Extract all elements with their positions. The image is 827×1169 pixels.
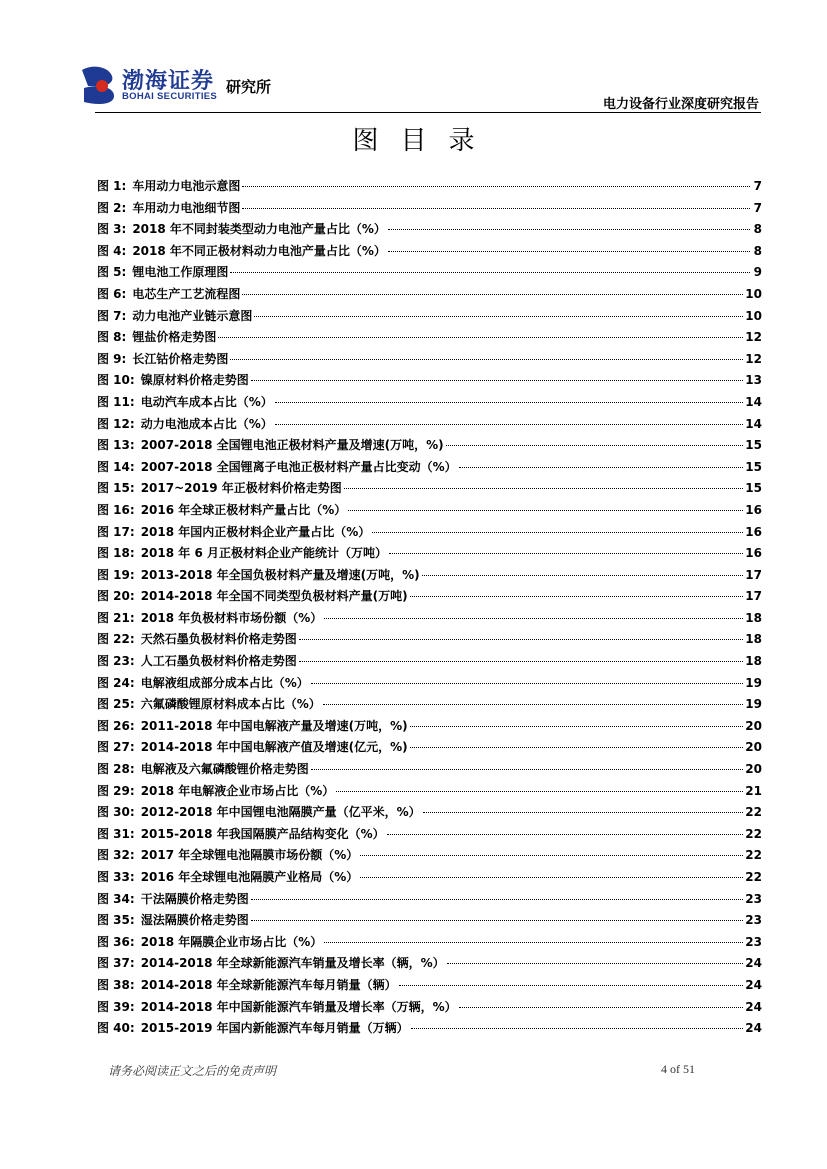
header-divider — [95, 112, 761, 113]
company-logo — [78, 62, 298, 106]
toc-entry-label: 图 8: — [97, 330, 127, 345]
dot-leader — [388, 229, 750, 230]
dot-leader — [459, 1007, 744, 1008]
toc-entry[interactable] — [97, 802, 762, 824]
dot-leader — [447, 963, 744, 964]
toc-entry-title[interactable]: 电解液组成部分成本占比（%） — [140, 675, 309, 690]
toc-entry-page[interactable]: 24 — [745, 1021, 762, 1036]
toc-entry[interactable] — [97, 306, 762, 328]
toc-entry-title[interactable]: 动力电池成本占比（%） — [140, 416, 273, 431]
toc-entry-title[interactable]: 电解液及六氟磷酸锂价格走势图 — [140, 762, 309, 777]
toc-entry[interactable] — [97, 543, 762, 565]
toc-entry-page[interactable]: 7 — [753, 200, 762, 215]
toc-entry-title[interactable]: 2014-2018 年中国新能源汽车销量及增长率（万辆，%） — [140, 999, 457, 1014]
toc-entry-page[interactable]: 7 — [753, 179, 762, 193]
dot-leader — [242, 294, 743, 295]
toc-entry-title[interactable]: 2014-2018 年全球新能源汽车每月销量（辆） — [140, 977, 397, 992]
toc-entry[interactable] — [97, 737, 762, 759]
dot-leader — [323, 704, 744, 705]
toc-entry[interactable] — [97, 414, 762, 436]
toc-entry-page[interactable]: 12 — [745, 351, 762, 366]
toc-entry-label: 图 15: — [97, 481, 135, 496]
page-title: 图目录 — [352, 126, 497, 156]
dot-leader — [388, 251, 750, 252]
toc-entry[interactable] — [97, 370, 762, 392]
dot-leader — [336, 791, 743, 792]
toc-entry-page[interactable]: 8 — [753, 222, 762, 237]
toc-entry-label: 图 30: — [97, 805, 135, 820]
toc-entry-label: 图 9: — [97, 351, 127, 366]
toc-entry-page[interactable]: 24 — [745, 999, 762, 1014]
disclaimer-note: 请务必阅读正文之后的免责声明 — [108, 1064, 277, 1078]
toc-entry-page[interactable]: 20 — [745, 762, 762, 777]
dot-leader — [311, 683, 744, 684]
brand-name-en: BOHAI SECURITIES — [122, 91, 218, 102]
toc-entry[interactable] — [97, 327, 762, 349]
dot-leader — [275, 424, 744, 425]
toc-entry-page[interactable]: 14 — [745, 416, 762, 431]
toc-entry-page[interactable]: 10 — [745, 308, 762, 323]
toc-entry-label: 图 26: — [97, 718, 135, 733]
toc-entry-page[interactable]: 20 — [745, 740, 762, 755]
toc-entry[interactable] — [97, 953, 762, 975]
toc-entry-label: 图 12: — [97, 416, 135, 431]
toc-entry[interactable] — [97, 867, 762, 889]
toc-entry[interactable] — [97, 392, 762, 414]
toc-entry-page[interactable]: 17 — [745, 567, 762, 582]
toc-entry-title[interactable]: 2018 年不同正极材料动力电池产量占比（%） — [132, 243, 386, 258]
toc-entry-title[interactable]: 2014-2018 年全球新能源汽车销量及增长率（辆，%） — [140, 956, 445, 971]
toc-entry-label: 图 10: — [97, 373, 135, 388]
toc-entry-label: 图 4: — [97, 243, 127, 258]
brand-name-cn: 渤海证券 — [122, 68, 215, 94]
dot-leader — [423, 812, 744, 813]
toc-entry-label: 图 11: — [97, 394, 135, 409]
toc-entry-title[interactable]: 2017 年全球锂电池隔膜市场份额（%） — [140, 848, 359, 863]
dot-leader — [399, 985, 744, 986]
toc-entry-label: 图 2: — [97, 200, 127, 215]
dot-leader — [389, 553, 743, 554]
toc-entry[interactable] — [97, 997, 762, 1019]
toc-entry[interactable] — [97, 478, 762, 500]
toc-entry-title[interactable]: 2015-2018 年我国隔膜产品结构变化（%） — [140, 826, 385, 841]
toc-entry[interactable] — [97, 824, 762, 846]
toc-entry[interactable] — [97, 975, 762, 997]
dot-leader — [254, 316, 743, 317]
report-type: 电力设备行业深度研究报告 — [602, 97, 759, 112]
toc-entry-title[interactable]: 车用动力电池细节图 — [132, 200, 241, 215]
toc-entry-title[interactable]: 长江钴价格走势图 — [132, 351, 229, 366]
toc-entry-label: 图 37: — [97, 956, 135, 971]
toc-entry-label: 图 24: — [97, 675, 135, 690]
toc-entry-label: 图 35: — [97, 913, 135, 928]
dot-leader — [251, 380, 744, 381]
toc-entry[interactable] — [97, 651, 762, 673]
toc-entry-label: 图 13: — [97, 438, 135, 453]
toc-entry-page[interactable]: 15 — [745, 438, 762, 453]
toc-entry-page[interactable]: 8 — [753, 243, 762, 258]
toc-entry-page[interactable]: 20 — [745, 718, 762, 733]
toc-entry-page[interactable]: 22 — [745, 826, 762, 841]
toc-entry-page[interactable]: 19 — [745, 697, 762, 712]
dot-leader — [372, 532, 743, 533]
toc-entry-label: 图 1: — [97, 179, 127, 193]
toc-entry-title[interactable]: 天然石墨负极材料价格走势图 — [140, 632, 297, 647]
toc-entry-title[interactable]: 2014-2018 年中国电解液产值及增速(亿元，%) — [140, 740, 408, 755]
toc-entry-label: 图 17: — [97, 524, 135, 539]
toc-entry-title[interactable]: 电芯生产工艺流程图 — [132, 286, 241, 301]
toc-entry-title[interactable]: 锂电池工作原理图 — [132, 265, 229, 280]
dot-leader — [410, 596, 744, 597]
toc-entry-label: 图 22: — [97, 632, 135, 647]
toc-entry-page[interactable]: 17 — [745, 589, 762, 604]
toc-entry-label: 图 21: — [97, 610, 135, 625]
toc-entry[interactable] — [97, 241, 762, 263]
dot-leader — [242, 208, 750, 209]
toc-entry-label: 图 40: — [97, 1021, 135, 1036]
toc-entry-page[interactable]: 18 — [745, 654, 762, 669]
toc-entry-page[interactable]: 18 — [745, 610, 762, 625]
toc-entry-title[interactable]: 2015-2019 年国内新能源汽车每月销量（万辆） — [140, 1021, 409, 1036]
toc-entry[interactable] — [97, 608, 762, 630]
toc-entry-title[interactable]: 六氟磷酸锂原材料成本占比（%） — [140, 697, 321, 712]
toc-entry-title[interactable]: 2016 年全球正极材料产量占比（%） — [140, 502, 347, 517]
toc-entry-label: 图 16: — [97, 502, 135, 517]
toc-entry-title[interactable]: 2011-2018 年中国电解液产量及增速(万吨，%) — [140, 718, 408, 733]
toc-entry-label: 图 33: — [97, 870, 135, 884]
toc-entry-page[interactable]: 22 — [745, 805, 762, 820]
toc-entry[interactable] — [97, 522, 762, 544]
toc-entry[interactable] — [97, 629, 762, 651]
toc-entry-title[interactable]: 2016 年全球锂电池隔膜产业格局（%） — [140, 870, 359, 884]
toc-entry-page[interactable]: 19 — [745, 675, 762, 690]
dot-leader — [360, 855, 743, 856]
dot-leader — [230, 272, 750, 273]
dot-leader — [324, 618, 743, 619]
dot-leader — [411, 1028, 744, 1029]
toc-entry-label: 图 20: — [97, 589, 135, 604]
page-header — [0, 0, 827, 118]
toc-entry-page[interactable]: 10 — [745, 286, 762, 301]
toc-entry-label: 图 5: — [97, 265, 127, 280]
dot-leader — [459, 467, 744, 468]
dot-leader — [230, 359, 743, 360]
toc-entry-page[interactable]: 24 — [745, 956, 762, 971]
toc-entry-label: 图 19: — [97, 567, 135, 582]
toc-entry-title[interactable]: 2013-2018 年全国负极材料产量及增速(万吨，%) — [140, 567, 420, 582]
toc-entry-title[interactable]: 电动汽车成本占比（%） — [140, 394, 273, 409]
toc-entry[interactable] — [97, 176, 762, 198]
toc-entry-page[interactable]: 16 — [745, 524, 762, 539]
toc-entry-label: 图 27: — [97, 740, 135, 755]
dot-leader — [422, 575, 744, 576]
toc-entry-label: 图 18: — [97, 546, 135, 561]
toc-entry-page[interactable]: 24 — [745, 977, 762, 992]
dot-leader — [410, 726, 744, 727]
toc-entry-title[interactable]: 2018 年电解液企业市场占比（%） — [140, 783, 335, 798]
toc-entry-title[interactable]: 动力电池产业链示意图 — [132, 308, 253, 323]
toc-entry-title[interactable]: 2017~2019 年正极材料价格走势图 — [140, 481, 342, 496]
toc-entry-label: 图 23: — [97, 654, 135, 669]
toc-entry-page[interactable]: 15 — [745, 481, 762, 496]
toc-entry[interactable] — [97, 349, 762, 371]
dot-leader — [344, 488, 744, 489]
dot-leader — [410, 747, 744, 748]
toc-entry[interactable] — [97, 262, 762, 284]
dot-leader — [251, 920, 744, 921]
toc-entry-title[interactable]: 2018 年负极材料市场份额（%） — [140, 610, 323, 625]
toc-entry-title[interactable]: 2014-2018 年全国不同类型负极材料产量(万吨) — [140, 589, 408, 604]
toc-entry-page[interactable]: 22 — [745, 870, 762, 884]
toc-entry[interactable] — [97, 586, 762, 608]
toc-entry-page[interactable]: 16 — [745, 502, 762, 517]
toc-entry[interactable] — [97, 910, 762, 932]
toc-entry-page[interactable]: 21 — [745, 783, 762, 798]
toc-entry-page[interactable]: 23 — [745, 934, 762, 949]
toc-entry-page[interactable]: 18 — [745, 632, 762, 647]
dot-leader — [324, 942, 743, 943]
toc-entry[interactable] — [97, 932, 762, 954]
dot-leader — [218, 337, 743, 338]
toc-entry[interactable] — [97, 759, 762, 781]
toc-entry[interactable] — [97, 781, 762, 803]
dot-leader — [242, 186, 750, 187]
toc-entry[interactable] — [97, 457, 762, 479]
toc-entry-label: 图 6: — [97, 286, 127, 301]
toc-entry[interactable] — [97, 889, 762, 911]
toc-entry-page[interactable]: 23 — [745, 913, 762, 928]
dot-leader — [311, 769, 744, 770]
toc-entry-label: 图 28: — [97, 762, 135, 777]
toc-entry-page[interactable]: 16 — [745, 546, 762, 561]
toc-entry-page[interactable]: 22 — [745, 848, 762, 863]
toc-entry[interactable] — [97, 219, 762, 241]
toc-entry-title[interactable]: 湿法隔膜价格走势图 — [140, 913, 249, 928]
toc-entry-label: 图 39: — [97, 999, 135, 1014]
toc-entry-title[interactable]: 镍原材料价格走势图 — [140, 373, 249, 388]
toc-entry-title[interactable]: 锂盐价格走势图 — [132, 330, 217, 345]
toc-entry-label: 图 31: — [97, 826, 135, 841]
toc-entry-page[interactable]: 12 — [745, 330, 762, 345]
toc-entry-title[interactable]: 人工石墨负极材料价格走势图 — [140, 654, 297, 669]
toc-entry[interactable] — [97, 694, 762, 716]
toc-entry[interactable] — [97, 500, 762, 522]
dot-leader — [251, 899, 744, 900]
dot-leader — [446, 445, 744, 446]
toc-entry-title[interactable]: 2007-2018 全国锂离子电池正极材料产量占比变动（%） — [140, 459, 457, 474]
toc-entry[interactable] — [97, 716, 762, 738]
toc-entry-page[interactable]: 9 — [753, 265, 762, 280]
page-number: 4 of 51 — [661, 1062, 695, 1076]
institute-name: 研究所 — [226, 78, 272, 96]
toc-entry[interactable] — [97, 845, 762, 867]
dot-leader — [360, 877, 743, 878]
toc-entry[interactable] — [97, 1018, 762, 1040]
toc-entry[interactable] — [97, 673, 762, 695]
toc-entry-label: 图 7: — [97, 308, 127, 323]
toc-entry-title[interactable]: 2018 年国内正极材料企业产量占比（%） — [140, 524, 371, 539]
toc-entry-label: 图 36: — [97, 934, 135, 949]
toc-entry-page[interactable]: 13 — [745, 373, 762, 388]
dot-leader — [387, 834, 744, 835]
toc-entry-page[interactable]: 23 — [745, 891, 762, 906]
toc-entry-page[interactable]: 15 — [745, 459, 762, 474]
toc-entry-label: 图 3: — [97, 222, 127, 237]
figure-list — [97, 176, 762, 1040]
toc-entry[interactable] — [97, 284, 762, 306]
toc-entry-label: 图 14: — [97, 459, 135, 474]
toc-entry[interactable] — [97, 435, 762, 457]
toc-entry-label: 图 25: — [97, 697, 135, 712]
toc-entry-title[interactable]: 2018 年隔膜企业市场占比（%） — [140, 934, 323, 949]
dot-leader — [299, 639, 744, 640]
toc-entry-label: 图 38: — [97, 977, 135, 992]
toc-entry-title[interactable]: 2012-2018 年中国锂电池隔膜产量（亿平米，%） — [140, 805, 421, 820]
toc-entry[interactable] — [97, 198, 762, 220]
toc-entry-title[interactable]: 2018 年 6 月正极材料企业产能统计（万吨） — [140, 546, 387, 561]
toc-entry-label: 图 29: — [97, 783, 135, 798]
toc-entry-label: 图 34: — [97, 891, 135, 906]
dot-leader — [299, 661, 744, 662]
bohai-logo-icon — [78, 62, 118, 106]
dot-leader — [348, 510, 743, 511]
dot-leader — [275, 402, 744, 403]
toc-entry-page[interactable]: 14 — [745, 394, 762, 409]
toc-entry-title[interactable]: 2018 年不同封装类型动力电池产量占比（%） — [132, 222, 386, 237]
toc-entry-title[interactable]: 车用动力电池示意图 — [132, 179, 241, 193]
toc-entry-title[interactable]: 2007-2018 全国锂电池正极材料产量及增速(万吨，%) — [140, 438, 444, 453]
toc-entry-label: 图 32: — [97, 848, 135, 863]
toc-entry[interactable] — [97, 565, 762, 587]
toc-entry-title[interactable]: 干法隔膜价格走势图 — [140, 891, 249, 906]
